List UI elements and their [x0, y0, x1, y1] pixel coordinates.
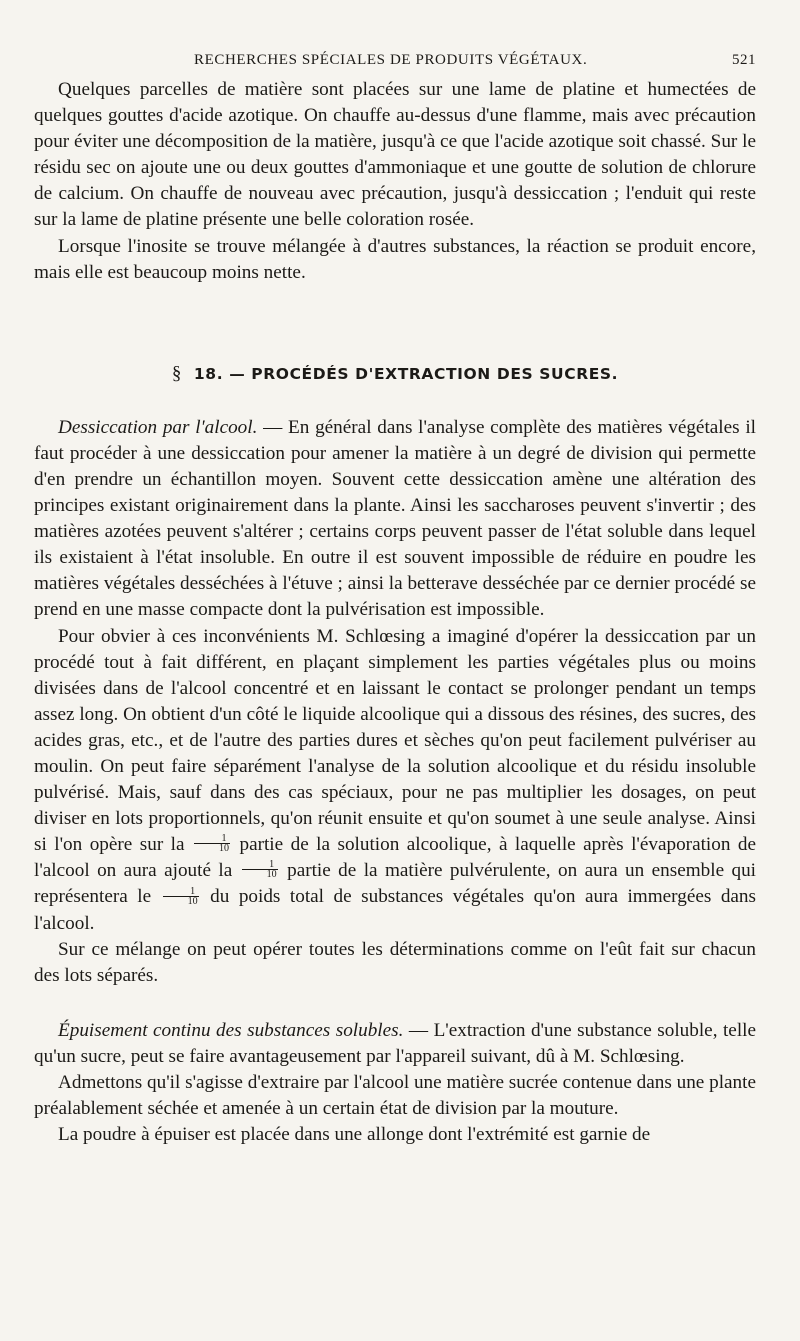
paragraph-text: — L'extraction d'une substance soluble, telle qu'un sucre, peut se faire avantageusement par l'appareil suivant, dû à M. Schlœsing.	[34, 1019, 756, 1067]
paragraph-text: du poids total de substances végétales qu'on aura immergées dans l'alcool.	[34, 886, 756, 934]
section-number: 18.	[193, 364, 224, 383]
paragraph-text: partie de la solution alcoolique, à laquelle après l'évaporation de l'alcool on aura ajouté la	[34, 834, 757, 882]
paragraph	[34, 415, 756, 624]
fraction-denominator: 10	[266, 869, 277, 881]
page-number: 521	[732, 52, 756, 68]
section-dash: —	[229, 364, 246, 383]
paragraph-gap	[34, 989, 756, 1018]
fraction-denominator: 10	[187, 895, 198, 907]
running-title: RECHERCHES SPÉCIALES DE PRODUITS VÉGÉTAUX.	[194, 52, 588, 68]
paragraph-text: partie de la matière pulvérulente, on aura un ensemble qui représentera le	[34, 860, 757, 908]
paragraph-text: — En général dans l'analyse complète des matières végétales il faut procéder à une dessiccation pour amener la matière à un degré de division qui permette d'en prendre un échantillon moyen. Souvent cette dessiccation amène une altération des principes existant originairement dans la plante. Ainsi les saccharoses peuvent s'invertir ; des matières azotées peuvent s'altérer ; certains corps peuvent passer de l'état soluble dans lequel ils existaient à l'état insoluble. En outre il est souvent impossible de réduire en poudre les matières végétales desséchées à l'étuve ; ainsi la betterave desséchée par ce dernier procédé se prend en une masse compacte dont la pulvérisation est impossible.	[34, 416, 756, 621]
fraction-numerator: 1	[194, 834, 230, 844]
fraction-numerator: 1	[163, 887, 199, 897]
paragraph: Admettons qu'il s'agisse d'extraire par l'alcool une matière sucrée contenue dans une plante préalablement séchée et amenée à un certain état de division par la mouture.	[34, 1072, 756, 1120]
fraction-denominator: 10	[219, 843, 229, 855]
fraction-one-tenth	[163, 887, 199, 906]
body-text	[34, 77, 756, 1148]
subheading: Dessiccation par l'alcool.	[58, 416, 258, 438]
running-head	[34, 52, 756, 69]
paragraph: Sur ce mélange on peut opérer toutes les déterminations comme on l'eût fait sur chacun des lots séparés.	[34, 938, 756, 986]
fraction-numerator: 1	[242, 860, 278, 870]
fraction-one-tenth	[194, 834, 230, 853]
paragraph-text: Pour obvier à ces inconvénients M. Schlœsing a imaginé d'opérer la dessiccation par un procédé tout à fait différent, en plaçant simplement les parties végétales plus ou moins divisées dans de l'alcool concentré et en laissant le contact se prolonger pendant un temps assez long. On obtient d'un côté le liquide alcoolique qui a dissous des résines, des sucres, des acides gras, etc., et de l'autre des parties dures et sèches qu'on peut facilement pulvériser au moulin. On peut faire séparément l'analyse de la solution alcoolique et du résidu insoluble pulvérisé. Mais, sauf dans des cas spéciaux, pour ne pas multiplier les dosages, on peut diviser en lots proportionnels, qu'on réunit ensuite et qu'on soumet à une seule analyse. Ainsi si l'on opère sur la	[34, 625, 756, 856]
subheading: Épuisement continu des substances solubles.	[58, 1019, 404, 1041]
paragraph	[34, 624, 756, 937]
section-symbol: §	[171, 362, 182, 384]
section-title: PROCÉDÉS D'EXTRACTION DES SUCRES.	[251, 364, 619, 383]
section-heading	[34, 363, 756, 385]
paragraph	[34, 1018, 756, 1070]
paragraph: Lorsque l'inosite se trouve mélangée à d'autres substances, la réaction se produit encore, mais elle est beaucoup moins nette.	[34, 235, 756, 283]
fraction-one-tenth	[242, 860, 278, 879]
paragraph: Quelques parcelles de matière sont placées sur une lame de platine et humectées de quelques gouttes d'acide azotique. On chauffe au-dessus d'une flamme, mais avec précaution pour éviter une décomposition de la matière, jusqu'à ce que l'acide azotique soit chassé. Sur le résidu sec on ajoute une ou deux gouttes d'ammoniaque et une goutte de solution de chlorure de calcium. On chauffe de nouveau avec précaution, jusqu'à dessiccation ; l'enduit qui reste sur la lame de platine présente une belle coloration rosée.	[34, 79, 756, 231]
paragraph: La poudre à épuiser est placée dans une allonge dont l'extrémité est garnie de	[58, 1124, 651, 1146]
